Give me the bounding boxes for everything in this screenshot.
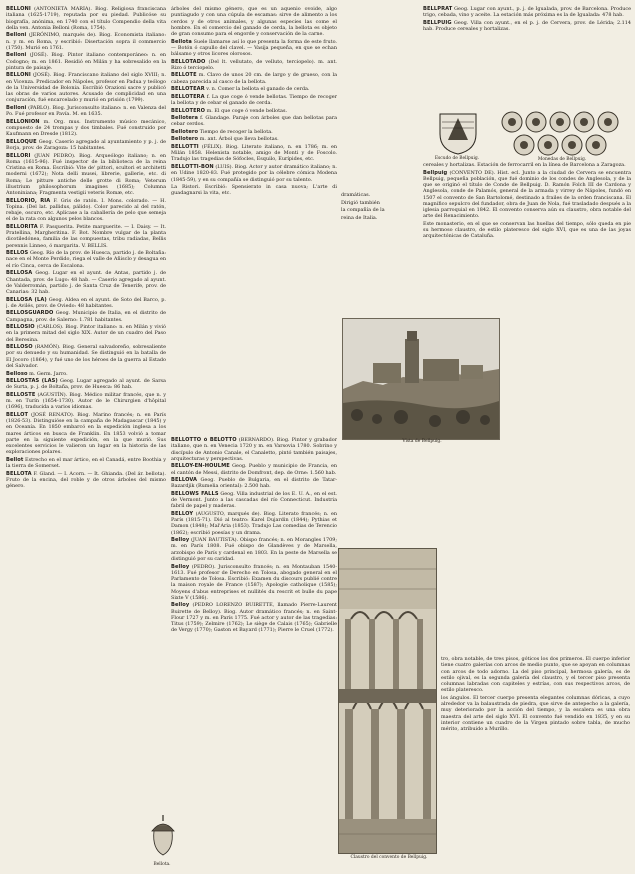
column-4-bottom <box>441 656 630 868</box>
entry-text: f. La que coge ó vende bellotas. Tiempo de recoger la bellota y de cebar el ganado de cerda. <box>171 93 337 106</box>
dictionary-entry <box>6 344 166 369</box>
dictionary-entry <box>171 94 337 107</box>
dictionary-entry <box>6 392 166 411</box>
dictionary-entry <box>171 144 337 163</box>
coat-of-arms-image <box>428 110 488 156</box>
entry-headword: Belloy <box>171 602 190 609</box>
entry-text: (CARLOS). Biog. Pintor italiano: n. en Milán y vivió en la primera mitad del siglo XIX. Autor de un cuadro del Paso del Beresina. <box>6 324 166 343</box>
entry-text: (ANTONIETA MARÍA). Biog. Religiosa franciscana italiana (1625-1719), reputada por su piedad. Publicóse su biografía, anónima, en 1740 con el título Compendio della vita della ven. Antonia Belloni (Roma, 1754). <box>6 6 166 31</box>
coat-of-arms-caption: Escudo de Bellpuig. <box>434 156 480 161</box>
entry-text: Geog. Lugar agregado al ayunt. de Sarsa de Surta, p. j. de Boltaña, prov. de Huesca: 86 hab. <box>6 378 166 391</box>
dictionary-entry <box>6 310 166 323</box>
entry-text: (PABLO). Biog. Jurisconsulto italiano: n. en Valenza del Po. Fué profesor en Pavía. M. en 1635. <box>6 104 166 118</box>
entry-text: Estrecho en el mar ártico, en el Canadá, entre Boothia y la tierra de Somerset. <box>6 456 166 470</box>
cloister-caption: Claustro del convento de Bellpuig. <box>350 855 428 860</box>
dictionary-entry <box>171 164 337 183</box>
entry-headword: BELLOSA <box>6 270 33 277</box>
bellpuig-view-illustration <box>342 318 500 440</box>
entry-text: Geog. Aldea en el ayunt. de Soto del Barco, p. j. de Avilés, prov. de Oviedo: 48 habitantes. <box>6 296 166 309</box>
dictionary-entry <box>6 250 166 269</box>
dictionary-entry <box>6 6 166 31</box>
entry-text: árboles del mismo género, que es un aquenio ovoide, algo puntiagudo y con una cúpula de escamas: sirve de alimento a los cerdos y de otros animales, y algunas especies las come el hombre. En el comercio del ganado de cerda, la bellota es objeto de gran consumo para el engorde y conservación de la carne. <box>171 6 337 37</box>
entry-text: (LUIS). Biog. Actor y autor dramático italiano; n. en Udine 1820-83. Fué protegido por la célebre cómica Modena (1845-59), y en su compañía se distinguió por su talento. <box>171 164 337 183</box>
entry-headword: BELLOY-EN-HOULME <box>171 463 230 470</box>
dictionary-entry <box>341 192 419 198</box>
entry-headword: Belloni <box>6 32 27 39</box>
entry-headword: BELLOSIO <box>6 324 35 331</box>
entry-headword: Belloni <box>6 104 27 111</box>
dictionary-entry <box>423 162 631 168</box>
entry-headword: BELLOSTAS (LAS) <box>6 378 58 385</box>
entry-headword: BELLOQUE <box>6 138 37 145</box>
entry-text: v. n. Comer la bellota el ganado de cerda. <box>206 86 310 93</box>
dictionary-entry <box>6 297 166 310</box>
entry-text: Geog. Villa industrial de los E. U. A., en el est. de Vermont. Junto a las cascadas del río Connecticut. Industria fabril de papel y maderas. <box>171 490 337 510</box>
entry-text: Geog. Caserío agregado al ayuntamiento y p. j. de Borja, prov. de Zaragoza: 15 habitantes. <box>6 138 166 152</box>
entry-headword: Belloy <box>171 537 190 544</box>
entry-text: F. Pasquerita. Petite marguerite. — I. Daisy. — It. Pratellina, Margheritina. F. Bot. Nombre vulgar de la planta dicotiledónea, familia de las compuestas, tribu radiadas, Bellis perennis Linneo, ó margarita. V. BELLIS. <box>6 223 166 249</box>
entry-text: Tiempo de recoger la bellota. <box>199 128 273 135</box>
dictionary-entry <box>171 72 337 85</box>
entry-headword: Bellotera <box>171 115 199 122</box>
dictionary-entry <box>171 511 337 536</box>
dictionary-entry <box>6 32 166 51</box>
dictionary-entry <box>6 457 166 470</box>
dictionary-entry <box>441 695 630 733</box>
dictionary-entry <box>423 170 631 220</box>
dictionary-entry <box>171 39 337 58</box>
entry-text: (BERNARDO). Biog. Pintor y grabador italiano, que n. en Venecia 1720 y m. en Varsovia 1780. Sobrino y discípulo de Antonio Canale, el Canaletto, pintó también paisajes, arquitecturas y perspectivas. <box>171 437 337 462</box>
dictionary-entry <box>171 477 337 490</box>
entry-text: (JUAN PEDRO). Biog. Arqueólogo italiano; n. en Roma (1615-96). Fué inspector de la biblioteca de la reina Cristina en Roma. Escribió: Vite de' pittori, scultori et architetti moderni (1672); Nota delli musei, librerie, gallerie, etc. di Roma; Le pitture antiche delle grotte di Roma; Veterum illustrium philosophorum imagines (1685); Columna Antoniniana; Fragmenta vestigii veteris Romæ, etc. <box>6 152 166 197</box>
entry-headword: BELLOSTE <box>6 391 36 398</box>
entry-text: F. Gland. — I. Acorn. — It. Ghianda. (Del ár. bellota). Fruto de la encina, del roble y de otros árboles del mismo género. <box>6 470 166 490</box>
dictionary-entry <box>6 324 166 343</box>
dictionary-entry <box>171 184 337 197</box>
dictionary-entry <box>171 491 337 510</box>
entry-text: (AUGUSTO, marqués de). Biog. Literato francés; n. en París (1815-71). Dió al teatro: Karel Dujardin (1844); Pythias et Damon (1848); Mal'Aria (1853). Tradujo Las comedias de Terencio (1862); escribió poesías y un drama. <box>171 510 337 536</box>
entry-headword: BELLONI <box>6 72 31 79</box>
entry-text: (JOSÉ). Biog. Pintor italiano contemporáneo: n. en Codogno; m. en 1861. Residió en Milán y ha sobresalido en la pintura de paisaje. <box>6 52 166 71</box>
dictionary-entry <box>6 72 166 103</box>
dictionary-entry <box>6 139 166 152</box>
column-2-top <box>171 6 337 314</box>
column-2-right-narrow <box>341 192 419 316</box>
dictionary-entry <box>6 371 166 377</box>
entry-headword: BELLOTERA <box>171 93 205 100</box>
dictionary-entry <box>171 108 337 114</box>
dictionary-entry <box>6 105 166 118</box>
entry-text: (CONVENTO DE). Hist. ecl. Junto a la ciudad de Cervera se encuentra Bellpuig, pequeña población, que fué dominio de los condes de Anglesola, y de la que se originó el título de Conde de Bellpuig. D. Ramón Folch III de Cardona y Anglesola, conde de Palamós, general de la armada y virrey de Nápoles, fundó en 1507 el convento de San Bartolomé, destinado a frailes de la orden franciscana. El magnífico sepulcro del fundador, obra de Juan de Nola, fué trasladado después a la iglesia parroquial en 1842. El convento conserva aún su claustro, obra notable del arte del Renacimiento. <box>423 169 631 220</box>
dictionary-entry <box>171 537 337 562</box>
entry-text: Suele llamarse así lo que presenta la forma de este fruto. — Botón ó capullo del clavel. — Vasija pequeña, en que se echan bálsamo y otros licores olorosos. <box>171 38 337 58</box>
dictionary-entry <box>6 119 166 138</box>
entry-text: tro, obra notable, de tres pisos, góticos los dos primeros. El cuerpo inferior tiene cuatro galerías con arcos de medio punto, que se apoyan en columnas con arcos de todo adorno. La del piso principal, hermosa galería, es de estilo ojival, es la segunda galería del claustro, y el tercer piso presenta columnas labradas con capiteles y estrías, con sus respectivos arcos, de estilo plateresco. <box>441 656 630 694</box>
entry-headword: BELLOSO <box>6 344 33 351</box>
coins-caption: Monedas de Bellpuig. <box>537 157 587 162</box>
entry-text: m. Clavo de unos 20 cm. de largo y de grueso, con la cabeza parecida al casco de la bellota. <box>171 72 337 85</box>
column-2-bottom <box>171 437 337 868</box>
entry-text: m. Germ. Jarro. <box>29 370 68 377</box>
dictionary-entry <box>6 412 166 456</box>
entry-headword: BELLOTTO ó BELOTTO <box>171 437 237 443</box>
dictionary-entry <box>171 463 337 476</box>
dictionary-entry <box>6 378 166 391</box>
acorn-caption: Bellota. <box>153 862 171 867</box>
entry-text: Geog. Pueblo y municipio de Francia, en el cantón de Messi, distrito de Domfront, dep. de Orne: 1.560 hab. <box>171 463 337 476</box>
dictionary-entry <box>423 221 631 240</box>
acorn-illustration <box>148 813 178 857</box>
entry-headword: BELLOTERO <box>171 107 206 114</box>
entry-headword: BELLOY <box>171 510 194 517</box>
entry-headword: BELLOTE <box>171 72 197 79</box>
dictionary-entry <box>171 115 337 128</box>
entry-headword: BELLPRAT <box>423 6 453 12</box>
entry-headword: BELLORIO, RIA <box>6 197 51 204</box>
dictionary-entry <box>171 59 337 72</box>
entry-headword: Bellot <box>6 456 24 463</box>
entry-headword: BELLOS <box>6 250 29 257</box>
entry-text: f. Glandage. Paraje con árboles que dan bellotas para cebar cerdos. <box>171 115 337 128</box>
dictionary-entry <box>423 6 631 19</box>
entry-text: (AGUSTÍN). Biog. Médico militar francés, que n. y m. en Turín (1654-1730). Autor de le Chirurgien d'hôpital (1696), traducida a varios idiomas. <box>6 391 166 411</box>
entry-text: Dirigió también <box>341 199 380 206</box>
entry-text: (RAMÓN). Biog. General salvadoreño, sobresaliente por su denuedo y su humanidad. Se distinguió en la batalla de El Jocoro (1864), y fué uno de los héroes de la guerra al Estado del Salvador. <box>6 344 166 369</box>
dictionary-entry <box>423 20 631 33</box>
entry-text: m. Org. mus. Instrumento músico mecánico, compuesto de 24 trompas y dos timbales. Fué construido por Kaufmann en Dresde (1812). <box>6 118 166 138</box>
entry-text: (PEDRO). Jurisconsulto francés; n. en Montauban 1540-1613. Fué profesor de Derecho en Tolosa, abogado general en el Parlamento de Tolosa. Escribió: Examen du discours publié contre la maison royale de France (1587); Apologie catholique (1585); Moyens d'abus entreprises et nullités du rescrit et bulle du pape Sixte V (1586). <box>171 563 337 601</box>
entry-text: Geog. Lugar en el ayunt. de Antas, partido j. de Chantada, prov. de Lugo: 48 hab. — Caserío agregado al ayunt. de Valderromán, partido j. de Santa Cruz de Tenerife, prov. de Canarias: 32 hab. <box>6 270 166 296</box>
entry-text: (JUAN BAUTISTA). Obispo francés; n. en Morangles 1709; m. en París 1808. Fué obispo de Glandèves y de Marsella, arzobispo de París y cardenal en 1803. En la peste de Marsella se distinguió por su caridad. <box>171 537 337 562</box>
entry-headword: BELLOT <box>6 411 29 418</box>
dictionary-entry <box>171 136 337 142</box>
entry-headword: BELLOWS FALLS <box>171 490 219 497</box>
cloister-illustration <box>338 548 437 854</box>
dictionary-entry <box>171 602 337 633</box>
dictionary-entry <box>6 52 166 71</box>
entry-headword: BELLOVA <box>171 477 198 484</box>
column-1 <box>6 6 166 868</box>
entry-headword: BELLOTADO <box>171 58 206 65</box>
entry-headword: Bellota <box>171 38 192 45</box>
entry-text: dramáticas. <box>341 192 371 198</box>
entry-headword: BELLONION <box>6 118 40 125</box>
entry-text: cereales y hortalizas. Estación de ferrocarril en la línea de Barcelona a Zaragoza. <box>423 162 626 168</box>
entry-headword: Belloni <box>6 52 27 59</box>
entry-text: Geog. Lugar con ayunt., p. j. de Igualada, prov. de Barcelona. Produce trigo, cebada, vino y aceite. La estación más próxima es la de Igualada: 478 hab. <box>423 6 631 19</box>
dictionary-entry <box>171 129 337 135</box>
entry-headword: BELLOSGUARDO <box>6 310 54 317</box>
entry-headword: BELLOTEAR <box>171 86 205 93</box>
dictionary-entry <box>171 6 337 37</box>
entry-text: (PEDRO LORENZO BUIRETTE, llamado Pierre-Laurent Buirette de Belloy). Biog. Autor dramático francés; n. en Saint-Flour 1727 y m. en París 1775. Fué actor y autor de las tragedias: Titus (1759); Zelmire (1762); Le siège de Calais (1765); Gabrielle de Vergy (1770); Gaston et Bayard (1771); Pierre le Cruel (1772). <box>171 602 337 634</box>
entry-text: (JOSÉ RENATO). Biog. Marino francés; n. en París (1826-53). Distinguióse en la campaña de Madagascar (1845) y en Oceanía. En 1850 embarcó en la expedición inglesa a los mares árticos en busca de Franklin. En 1853 volvió a tomar parte en la siguiente expedición, en la que murió. Sus excelentes servicios le valieron un lugar en la historia de las exploraciones polares. <box>6 411 166 456</box>
entry-headword: BELLOTTI-BON <box>171 164 214 171</box>
entry-headword: BELLOTTI <box>171 143 199 150</box>
entry-headword: BELLONI <box>6 6 31 12</box>
dictionary-entry <box>171 564 337 602</box>
entry-text: Geog. Pueblo de Bulgaria, en el distrito de Tatar-Bazardjik (Rumelia oriental): 2.500 hab. <box>171 477 337 490</box>
entry-headword: BELLORI <box>6 152 31 159</box>
entry-text: Geog. Villa con ayunt., en el p. j. de Cervera, prov. de Lérida; 2.114 hab. Produce cereales y hortalizas. <box>423 19 631 33</box>
entry-text: m. ant. Árbol que lleva bellotas. <box>199 136 279 143</box>
column-3-top <box>423 6 631 108</box>
dictionary-entry <box>6 153 166 197</box>
entry-headword: Belloy <box>171 563 190 570</box>
entry-text: m. El que coge ó vende bellotas. <box>206 107 288 114</box>
dictionary-entry <box>341 200 419 206</box>
dictionary-entry <box>6 198 166 223</box>
dictionary-entry <box>441 656 630 694</box>
dictionary-entry <box>341 215 419 221</box>
entry-text: F. Gris de ratón. I. Mons. colorado. — H. Topina. (Del lat. pallidus, pálido). Color parecido al del ratón, rebaje, oscuro, etc. Aplícase a la caballería de pelo que semeja el de la rata con algunos pelos blancos. <box>6 197 166 223</box>
entry-headword: BELLOSA (LA) <box>6 296 47 303</box>
entry-headword: Bellotero <box>171 128 199 135</box>
entry-headword: BELLORITA <box>6 223 38 230</box>
entry-text: Geog. Río de la prov. de Huesca, partido j. de Boltaña: nace en el Monte Perdido, riega el valle de Añisclo y desagua en el río Cinca, cerca de Escalona. <box>6 250 166 269</box>
bellpuig-view-caption: Vista de Bellpuig. <box>402 439 442 444</box>
dictionary-entry <box>341 207 419 213</box>
entry-headword: Bellpuig <box>423 169 448 176</box>
entry-text: Este monasterio, en el que se conservan las huellas del tiempo, sólo queda en pie su hermoso claustro, de estilo plateresco del siglo XVI, que es una de las joyas arquitectónicas de Cataluña. <box>423 220 631 240</box>
dictionary-entry <box>171 86 337 92</box>
entry-text: los ángulos. El tercer cuerpo presenta elegantes columnas dóricas, a cuyo alrededor va la balaustrada de piedra, que sirve de antepecho a la galería, muy deteriorado por la acción del tiempo, y la escalera es una obra maestra del arte del siglo XVI. El convento fué vendido en 1835, y en su interior contiene un cuadro de la Virgen pintado sobre tabla, de mucho mérito, atribuido a Murillo. <box>441 694 630 733</box>
dictionary-entry <box>6 471 166 490</box>
entry-text: Geog. Municipio de Italia, en el distrito de Campagna, prov. de Salerno: 1.781 habitantes. <box>6 310 166 323</box>
entry-text: (Del lt. vellutato, de velluto, terciopelo). m. ant. Rizo ó terciopelo. <box>171 58 337 71</box>
entry-text: (JOSÉ). Biog. Franciscano italiano del siglo XVIII; n. en Vicenza. Predicador en Nápoles, profesor en Padua y teólogo de la Universidad de Bolonia. Escribió Orazioni sacre y publicó las obras de varios autores. Acusado de complicidad en una conjuración, fué encarcelado y murió en prisión (1799). <box>6 72 166 104</box>
entry-headword: Belloso <box>6 370 28 377</box>
entry-headword: BELLPUIG <box>423 19 452 26</box>
entry-headword: BELLOTA <box>6 470 32 477</box>
dictionary-entry <box>6 224 166 249</box>
entry-text: La Ristori. Escribió: Spensierato in casa nuova; L'arte di guadagnarsi la vita, etc. <box>171 184 337 197</box>
entry-text: (FÉLIX). Biog. Literato italiano, n. en 1786; m. en Milán 1858. Helenista notable, amigo de Monti y de Foscolo. Tradujo las tragedias de Sófocles, Esquilo, Eurípides, etc. <box>171 143 337 163</box>
entry-text: reina de Italia. <box>341 214 378 221</box>
entry-headword: Bellotero <box>171 136 199 143</box>
entry-text: la compañía de la <box>341 207 385 214</box>
dictionary-entry <box>171 437 337 462</box>
entry-text: (JERÓNIMO, marqués de). Biog. Economista italiano: n. y m. en Roma, y escribió: Disertación sopra il commercio (1750). Murió en 1761. <box>6 32 166 51</box>
coins-image <box>500 108 626 158</box>
dictionary-entry <box>6 270 166 295</box>
